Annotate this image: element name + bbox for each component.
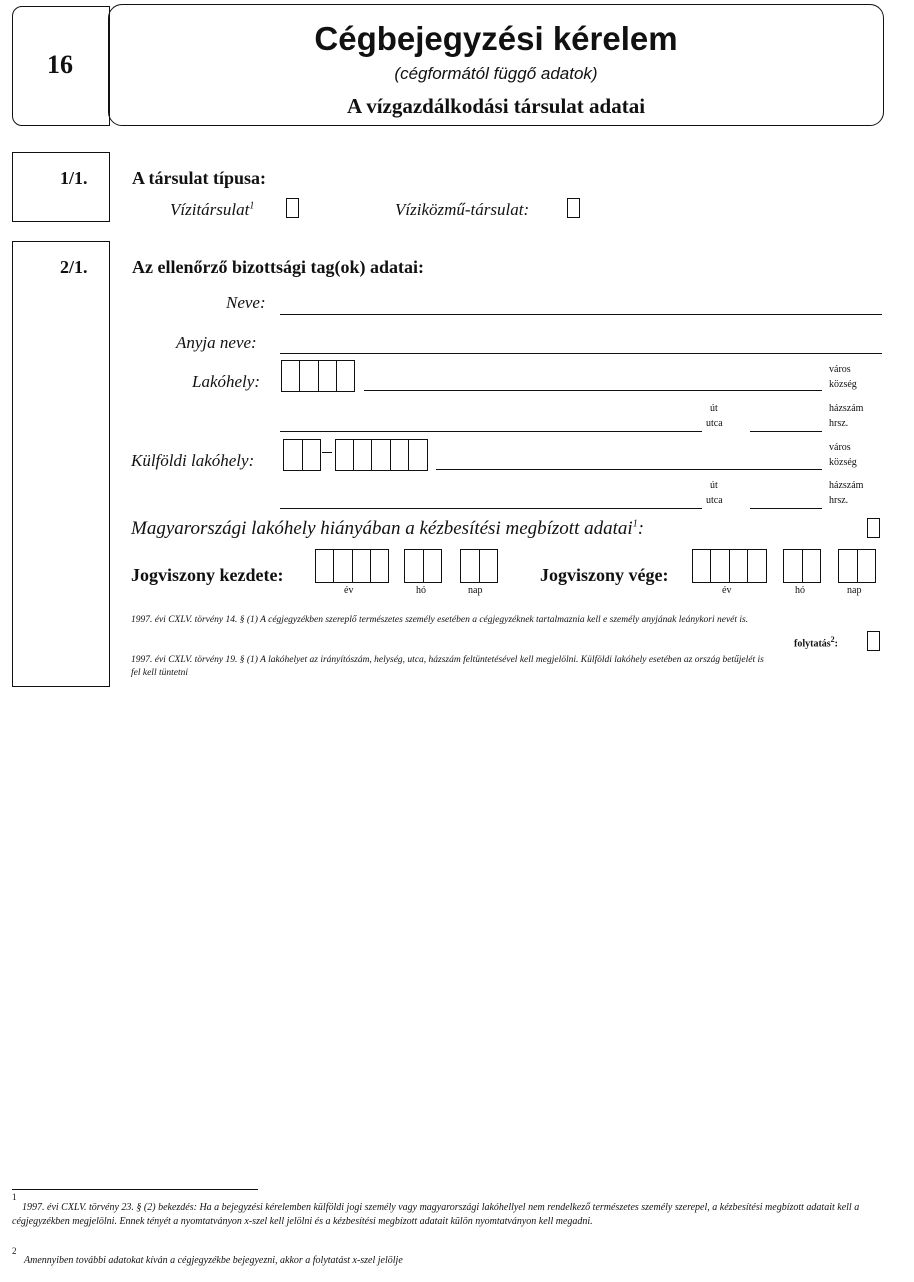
residence-lot-word: hrsz.: [829, 418, 849, 429]
foreign-residence-label: Külföldi lakóhely:: [131, 451, 255, 470]
page-title: Cégbejegyzési kérelem: [314, 20, 678, 57]
option-vizitarsulat-checkbox[interactable]: [286, 198, 299, 218]
section1-heading: A társulat típusa:: [132, 168, 267, 188]
foreign-city-word: város: [829, 442, 851, 453]
country-zip-dash: [322, 452, 332, 453]
section1-number: 1/1.: [60, 168, 88, 188]
foreign-street-word: utca: [706, 495, 723, 506]
start-year-cells[interactable]: [315, 549, 389, 583]
foreign-road-word: út: [710, 480, 718, 491]
mother-name-label: Anyja neve:: [176, 333, 257, 352]
start-day-caption: nap: [468, 585, 483, 596]
residence-house-number-field[interactable]: [750, 431, 822, 432]
section2-number-box: [12, 241, 110, 687]
end-date-label: Jogviszony vége:: [540, 565, 669, 585]
end-year-cells[interactable]: [692, 549, 767, 583]
start-month-cells[interactable]: [404, 549, 442, 583]
foreign-zip-cells[interactable]: [335, 439, 428, 471]
residence-label: Lakóhely:: [192, 372, 260, 391]
foreign-country-cells[interactable]: [283, 439, 321, 471]
residence-city-field[interactable]: [364, 390, 822, 391]
foreign-city-field[interactable]: [436, 469, 822, 470]
option-vizitarsulat-label: Vízitársulat$^1$: [170, 200, 255, 219]
foreign-street-field[interactable]: [280, 508, 702, 509]
footnote2-mark: 2: [12, 1246, 17, 1256]
residence-house-no-word: házszám: [829, 403, 864, 414]
section2-number: 2/1.: [60, 257, 88, 277]
continuation-checkbox[interactable]: [867, 631, 880, 651]
note-residence: 1997. évi CXLV. törvény 19. § (1) A lakóhelyet az irányítószám, helység, utca, házszám feltüntetésével kell megjelölni. Külföldi lakóhely esetében az ország betűjelét is fel kell tüntetni: [131, 655, 764, 678]
foreign-lot-word: hrsz.: [829, 495, 849, 506]
foreign-village-word: község: [829, 457, 857, 468]
footnote1-mark: 1: [12, 1192, 17, 1202]
residence-village-word: község: [829, 379, 857, 390]
residence-city-word: város: [829, 364, 851, 375]
foreign-house-number-field[interactable]: [750, 508, 822, 509]
note-mother-name: 1997. évi CXLV. törvény 14. § (1) A cégjegyzékben szereplő természetes személy esetében a cégjegyzéknek tartalmaznia kell e személy anyjának leánykori nevét is.: [131, 615, 749, 625]
end-year-caption: év: [722, 585, 732, 596]
start-month-caption: hó: [416, 585, 426, 596]
start-day-cells[interactable]: [460, 549, 498, 583]
page-subtitle: (cégformától függő adatok): [394, 64, 598, 83]
section2-heading: Az ellenőrző bizottsági tag(ok) adatai:: [132, 257, 424, 277]
footnote2-text: Amennyiben további adatokat kíván a cégjegyzékbe bejegyezni, akkor a folytatást x-szel jelölje: [24, 1255, 403, 1266]
residence-road-word: út: [710, 403, 718, 414]
option-vizikozmu-label: Víziközmű-társulat:: [395, 200, 530, 219]
mother-name-field[interactable]: [280, 353, 882, 354]
residence-street-word: utca: [706, 418, 723, 429]
footnote1-text: 1997. évi CXLV. törvény 23. § (2) bekezdés: Ha a bejegyzési kérelemben külföldi jogi személy vagy magyarországi lakóhellyel nem rendelkező természetes személy szerepel, a kézbesítési megbízott adatait kell a cégjegyzékben megjelölni. Ennek tényét a nyomtatványon x-szel kell jelölni és a kézbesítési megbízott adatait külön nyomtatványon kell megadni.: [12, 1202, 860, 1227]
end-month-cells[interactable]: [783, 549, 821, 583]
start-year-caption: év: [344, 585, 354, 596]
start-date-label: Jogviszony kezdete:: [131, 565, 284, 585]
name-label: Neve:: [226, 293, 266, 312]
end-month-caption: hó: [795, 585, 805, 596]
delegate-checkbox[interactable]: [867, 518, 880, 538]
section-title: A vízgazdálkodási társulat adatai: [346, 94, 646, 118]
name-field[interactable]: [280, 314, 882, 315]
delegate-label: Magyarországi lakóhely hiányában a kézbesítési megbízott adatai$^1$:: [131, 518, 645, 539]
residence-street-field[interactable]: [280, 431, 702, 432]
option-vizikozmu-checkbox[interactable]: [567, 198, 580, 218]
end-day-caption: nap: [847, 585, 862, 596]
footnote-separator: [12, 1189, 258, 1190]
foreign-house-no-word: házszám: [829, 480, 864, 491]
residence-zip-cells[interactable]: [281, 360, 355, 392]
continuation-label: folytatás$^2$:: [794, 635, 839, 650]
form-number: 16: [47, 50, 73, 79]
end-day-cells[interactable]: [838, 549, 876, 583]
